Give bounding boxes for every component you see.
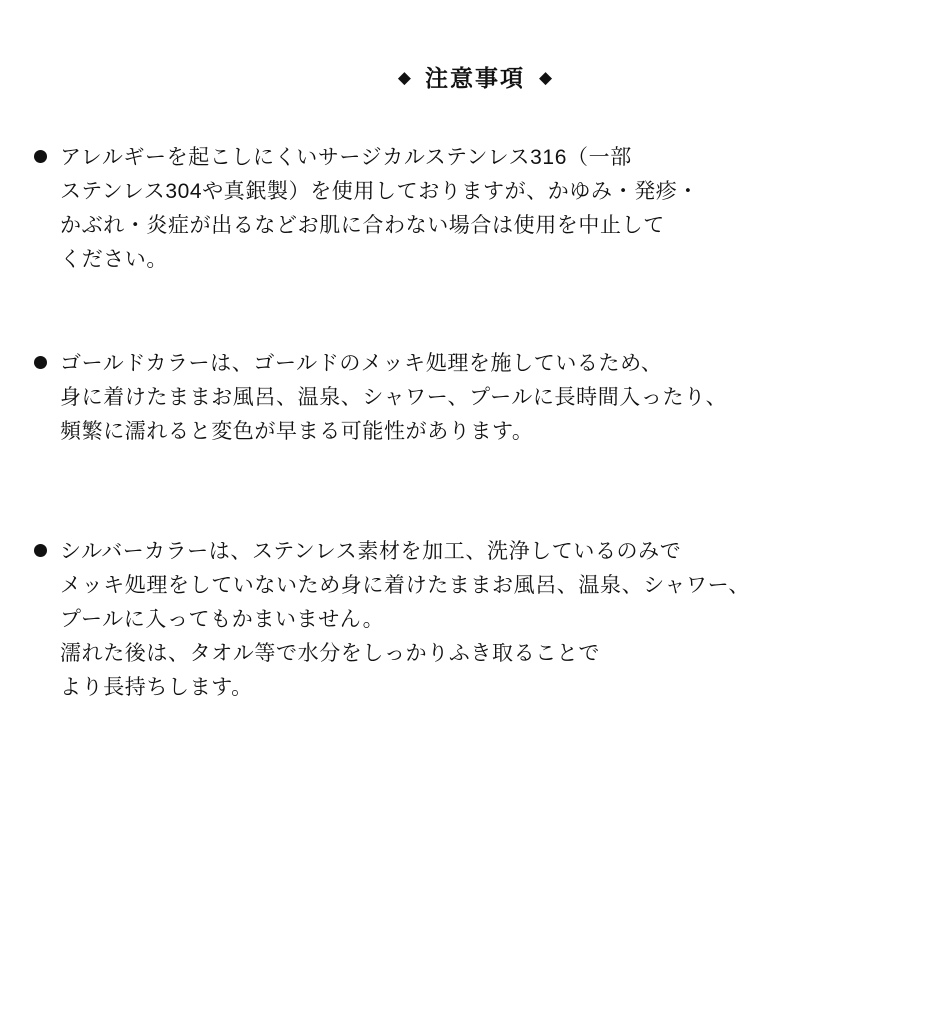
- notice-text-block: [60, 535, 906, 705]
- notice-line: ください。: [60, 248, 168, 272]
- notice-line: より長持ちします。: [60, 676, 253, 700]
- notice-line: プールに入ってもかまいません。: [60, 608, 385, 632]
- notice-line: シルバーカラーは、ステンレス素材を加工、洗浄しているのみで: [60, 540, 682, 564]
- notice-line: ゴールドカラーは、ゴールドのメッキ処理を施しているため、: [60, 352, 663, 376]
- section-spacer: [34, 329, 906, 347]
- list-item: [34, 535, 906, 705]
- notice-line: かぶれ・炎症が出るなどお肌に合わない場合は使用を中止して: [60, 214, 665, 238]
- notice-text-block: [60, 347, 906, 449]
- bullet-icon: [34, 356, 47, 369]
- page-title: 注意事項: [425, 65, 525, 91]
- bullet-icon: [34, 544, 47, 557]
- notice-line: メッキ処理をしていないため身に着けたままお風呂、温泉、シャワー、: [60, 574, 750, 598]
- notice-list: [0, 141, 950, 705]
- bullet-icon: [34, 150, 47, 163]
- notice-line: アレルギーを起こしにくいサージカルステンレス316（一部: [60, 146, 632, 169]
- notice-line: 身に着けたままお風呂、温泉、シャワー、プールに長時間入ったり、: [60, 386, 728, 410]
- list-item: [34, 347, 906, 449]
- page-title-row: [0, 60, 950, 93]
- diamond-right-icon: ◆: [539, 68, 553, 87]
- notice-line: 頻繁に濡れると変色が早まる可能性があります。: [60, 420, 534, 444]
- notice-text-block: [60, 141, 906, 277]
- diamond-left-icon: ◆: [397, 68, 411, 87]
- notice-line: ステンレス304や真鈱製）を使用しておりますが、かゆみ・発疹・: [60, 180, 700, 204]
- notice-page: [0, 60, 950, 1010]
- notice-line: 濡れた後は、タオル等で水分をしっかりふき取ることで: [60, 642, 600, 666]
- list-item: [34, 141, 906, 277]
- section-spacer: [34, 501, 906, 535]
